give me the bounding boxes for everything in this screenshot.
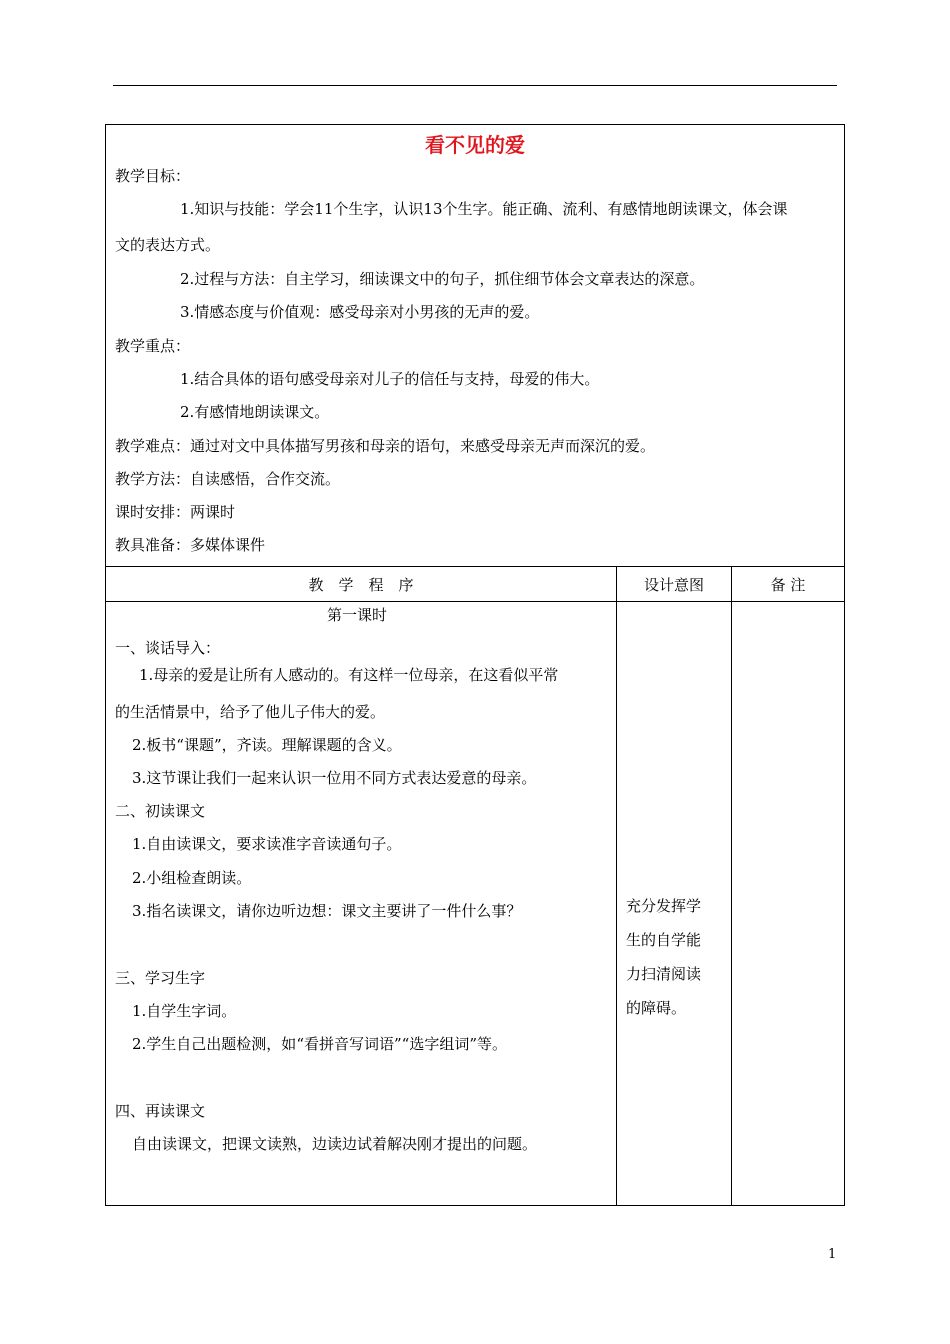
- section-3-heading: 三、学习生字: [115, 969, 206, 987]
- objective-1-line-2: 文的表达方式。: [115, 236, 221, 254]
- section-1-heading: 一、谈话导入：: [115, 639, 221, 657]
- method: 教学方法：自读感悟，合作交流。: [115, 470, 341, 488]
- section-4-heading: 四、再读课文: [115, 1102, 206, 1120]
- header-rule: [113, 85, 837, 86]
- key-point-2: 2.有感情地朗读课文。: [180, 403, 330, 421]
- section-2-item-1: 1.自由读课文，要求读准字音读通句子。: [132, 835, 402, 853]
- key-point-1: 1.结合具体的语句感受母亲对儿子的信任与支持，母爱的伟大。: [180, 370, 600, 388]
- key-points-heading: 教学重点：: [115, 337, 191, 355]
- section-3-item-1: 1.自学生字词。: [132, 1002, 237, 1020]
- row-divider-header: [106, 601, 844, 602]
- schedule: 课时安排：两课时: [115, 503, 236, 521]
- section-2-item-3: 3.指名读课文，请你边听边想：课文主要讲了一件什么事？: [132, 902, 522, 920]
- page-number: 1: [828, 1247, 837, 1262]
- objective-2: 2.过程与方法：自主学习，细读课文中的句子，抓住细节体会文章表达的深意。: [180, 270, 705, 288]
- page-title: 看不见的爱: [425, 133, 525, 157]
- design-note: [626, 889, 726, 1025]
- section-3-item-2: 2.学生自己出题检测，如“看拼音写词语”“选字组词”等。: [132, 1035, 507, 1053]
- lesson-plan-table: [105, 124, 845, 1206]
- header-notes: 备 注: [770, 576, 806, 594]
- lesson-period: 第一课时: [327, 606, 388, 624]
- design-note-line: 生的自学能: [626, 931, 702, 949]
- objective-1-line-1: 1.知识与技能：学会11个生字，认识13个生字。能正确、流利、有感情地朗读课文，体会课: [180, 200, 788, 218]
- design-note-line: 力扫清阅读: [626, 965, 702, 983]
- objectives-heading: 教学目标：: [115, 167, 191, 185]
- col-divider-1: [616, 566, 617, 1206]
- section-1-item-2: 2.板书“课题”，齐读。理解课题的含义。: [132, 736, 402, 754]
- design-note-line: 充分发挥学: [626, 897, 702, 915]
- section-1-item-1-line-1: 1.母亲的爱是让所有人感动的。有这样一位母亲，在这看似平常: [139, 666, 559, 684]
- section-1-item-1-line-2: 的生活情景中，给予了他儿子伟大的爱。: [115, 703, 386, 721]
- row-divider-top: [106, 566, 844, 567]
- header-design: 设计意图: [643, 576, 704, 594]
- section-1-item-3: 3.这节课让我们一起来认识一位用不同方式表达爱意的母亲。: [132, 769, 537, 787]
- section-2-heading: 二、初读课文: [115, 802, 206, 820]
- objective-3: 3.情感态度与价值观：感受母亲对小男孩的无声的爱。: [180, 303, 540, 321]
- section-2-item-2: 2.小组检查朗读。: [132, 869, 252, 887]
- col-divider-2: [731, 566, 732, 1206]
- difficulty: 教学难点：通过对文中具体描写男孩和母亲的语句，来感受母亲无声而深沉的爱。: [115, 437, 656, 455]
- header-procedure: 教 学 程 序: [308, 576, 414, 594]
- section-4-item-1: 自由读课文，把课文读熟，边读边试着解决刚才提出的问题。: [132, 1135, 538, 1153]
- materials: 教具准备：多媒体课件: [115, 536, 266, 554]
- design-note-line: 的障碍。: [626, 999, 687, 1017]
